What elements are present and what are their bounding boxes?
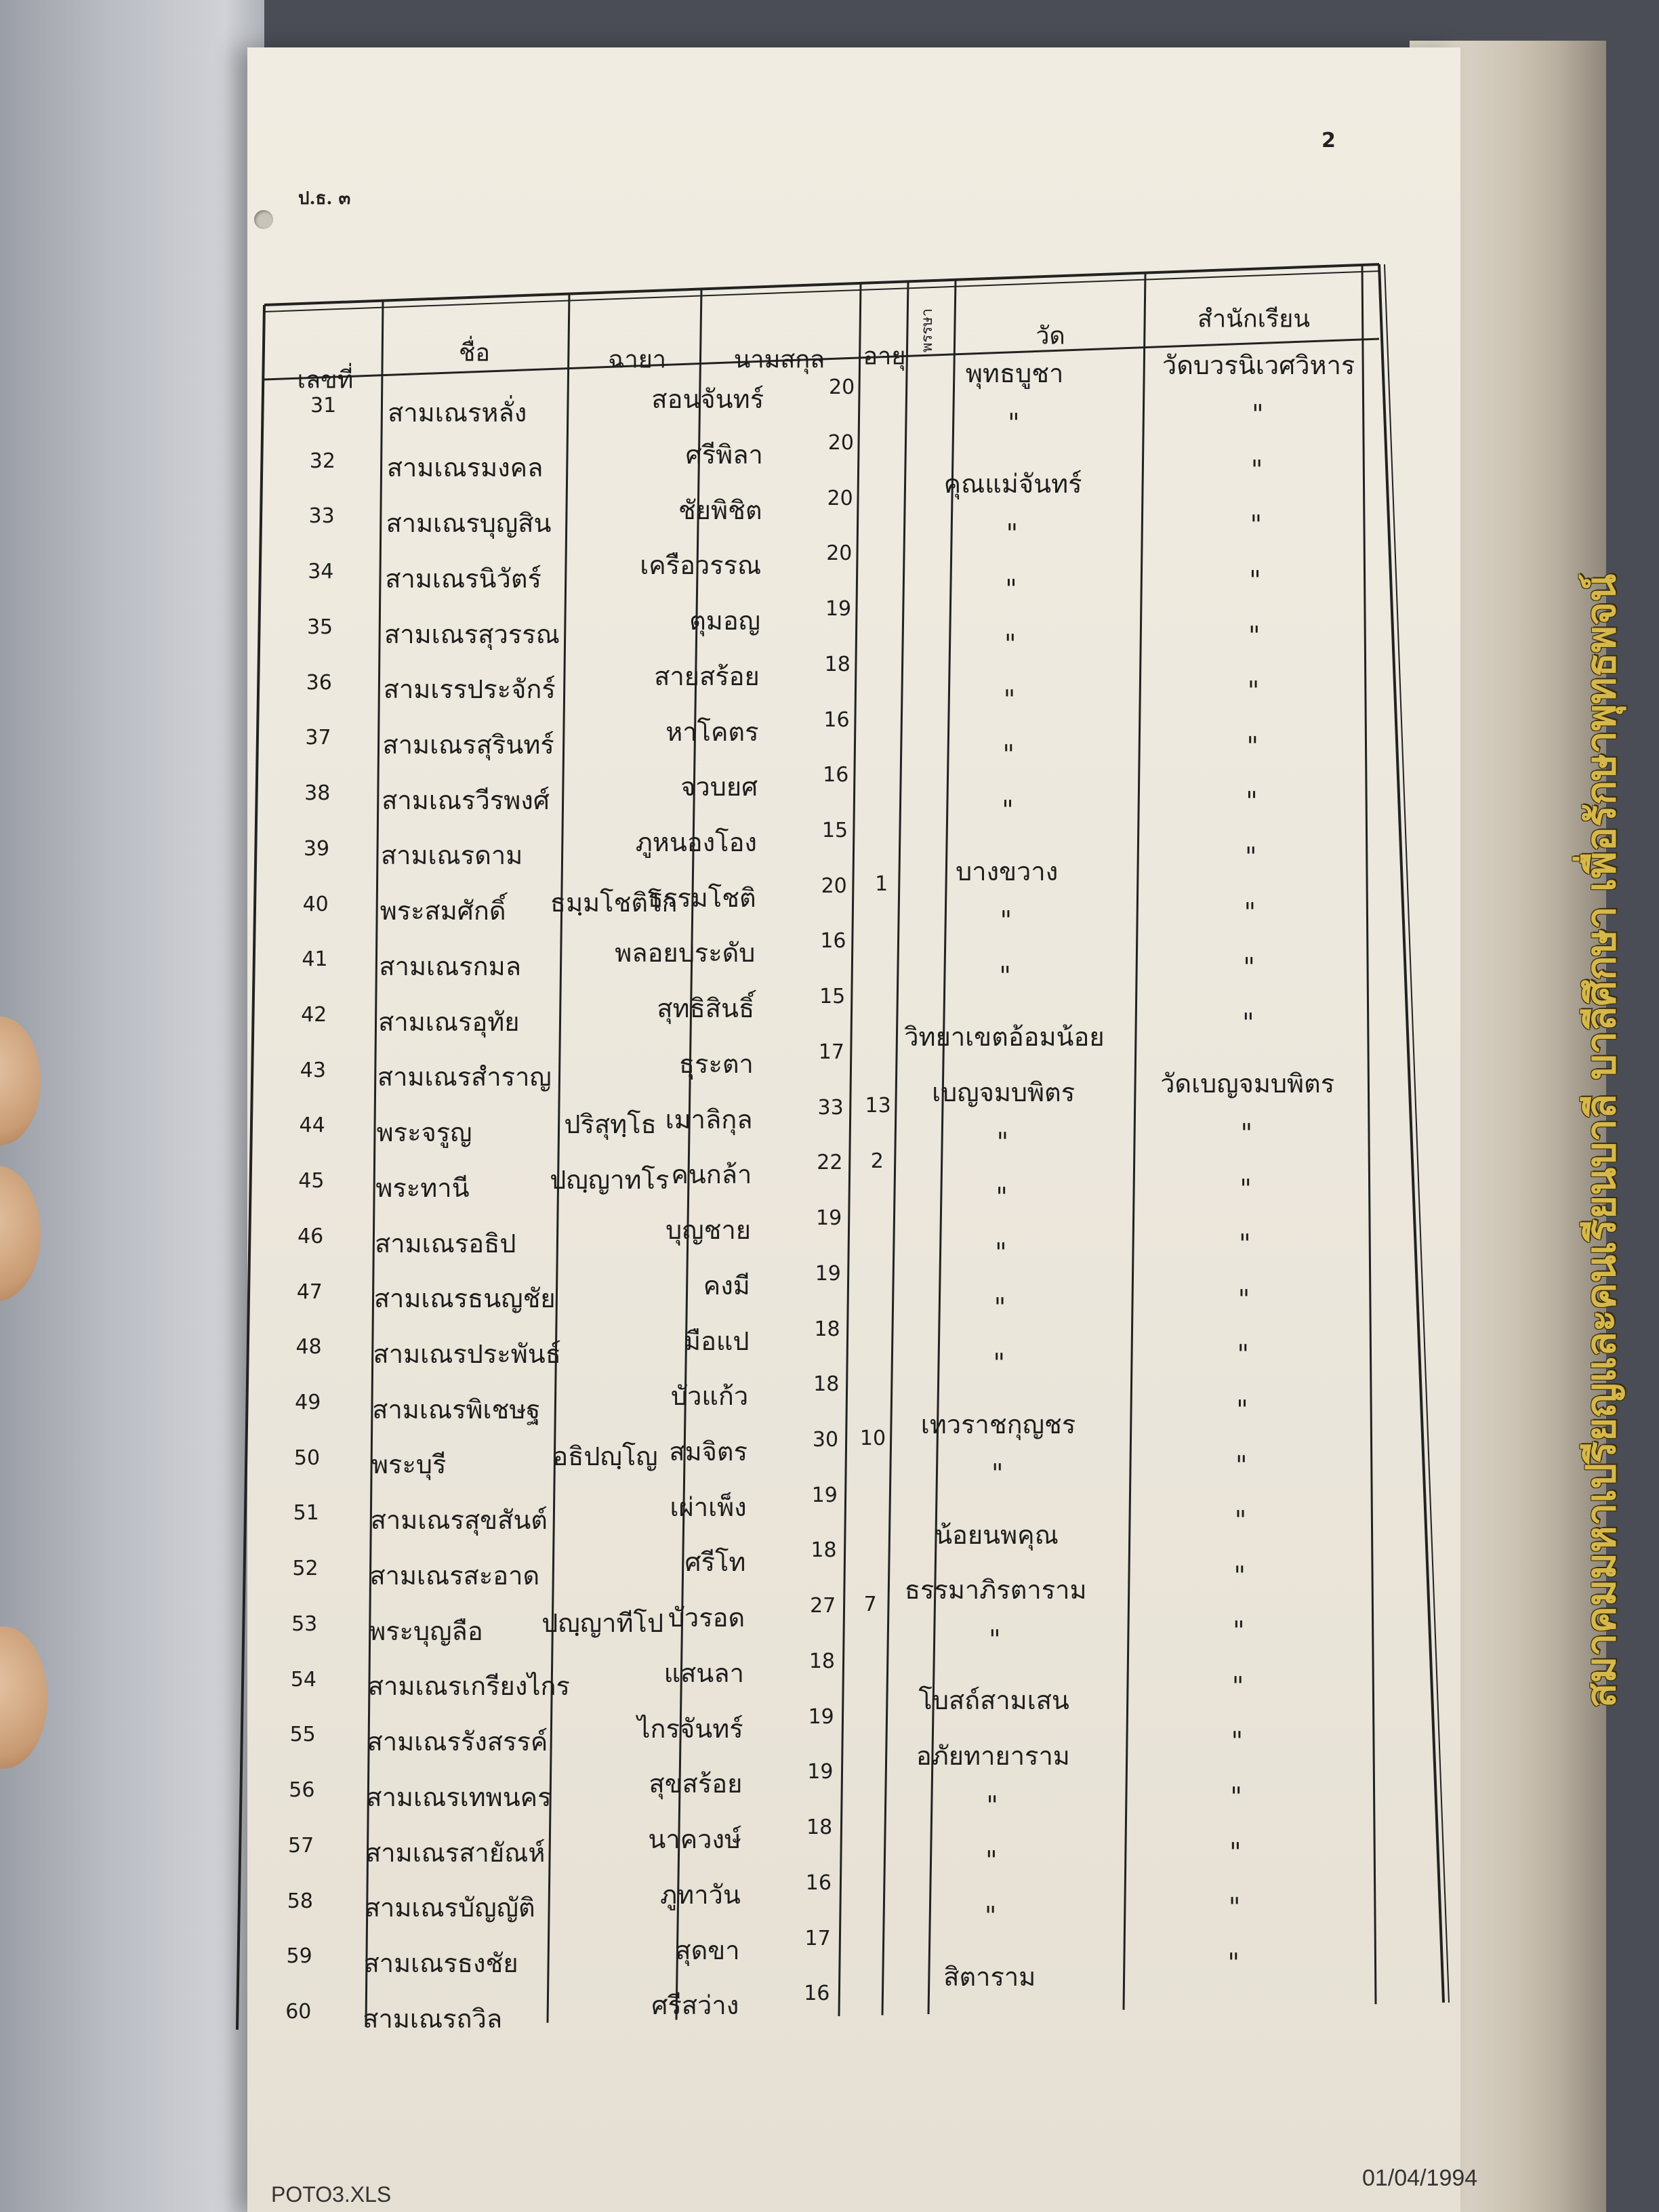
cell-wat: " xyxy=(994,1292,1006,1323)
cell-surname: ศรีโท xyxy=(684,1547,746,1578)
cell-surname: ศรีสว่าง xyxy=(651,1990,739,2021)
cell-surname: ไกรจันทร์ xyxy=(637,1713,743,1744)
cell-no: 47 xyxy=(296,1279,323,1304)
cell-age: 17 xyxy=(804,1926,831,1950)
cell-no: 35 xyxy=(306,615,333,639)
header-cell: อายุ xyxy=(863,342,906,371)
cell-age: 22 xyxy=(817,1151,843,1175)
cell-wat: " xyxy=(993,1347,1006,1378)
cell-school: " xyxy=(1237,1284,1250,1314)
cell-school: " xyxy=(1231,1671,1244,1701)
cell-age: 16 xyxy=(805,1870,832,1895)
cell-wat: " xyxy=(999,960,1011,991)
cell-age: 18 xyxy=(806,1816,833,1840)
cell-chaya: ปญฺญาทีโป xyxy=(541,1607,664,1638)
cell-wat: " xyxy=(1005,573,1017,604)
cell-age: 20 xyxy=(827,430,854,455)
cell-name: สามเณรสุวรรณ xyxy=(384,619,560,649)
cell-surname: เครือวรรณ xyxy=(640,550,762,581)
cell-wat: " xyxy=(989,1624,1001,1654)
cell-school: " xyxy=(1249,565,1261,596)
cell-wat: " xyxy=(995,1237,1007,1267)
cell-surname: สุทธิสินธิ์ xyxy=(657,994,755,1024)
cell-wat: โบสถ์สามเสน xyxy=(918,1685,1069,1716)
cell-age: 20 xyxy=(829,375,855,400)
cell-age: 16 xyxy=(804,1982,830,2006)
column-rule xyxy=(1385,264,1449,2003)
column-rule xyxy=(237,305,264,2030)
cell-no: 56 xyxy=(289,1778,315,1803)
cell-surname: บัวรอด xyxy=(668,1603,745,1633)
cell-wat: คุณแม่จันทร์ xyxy=(943,469,1082,499)
cell-age: 15 xyxy=(819,985,846,1009)
cell-age: 19 xyxy=(811,1483,838,1507)
header-cell: นามสกุล xyxy=(733,346,825,374)
cell-school: " xyxy=(1233,1616,1245,1646)
cell-chaya: ปริสุทฺโธ xyxy=(564,1109,657,1139)
cell-school: " xyxy=(1235,1450,1248,1480)
cell-wat: อภัยทายาราม xyxy=(916,1741,1070,1771)
cell-name: สามเณรสำราญ xyxy=(377,1062,552,1092)
cell-no: 36 xyxy=(306,670,332,695)
column-rule xyxy=(882,281,908,2015)
cell-surname: คงมี xyxy=(703,1270,750,1300)
cell-no: 43 xyxy=(300,1058,326,1082)
cell-no: 37 xyxy=(305,726,331,750)
cell-pansa: 7 xyxy=(863,1592,877,1616)
column-rule xyxy=(366,301,383,2027)
cell-no: 48 xyxy=(295,1335,322,1359)
cell-surname: คนกล้า xyxy=(671,1160,752,1190)
cell-no: 49 xyxy=(295,1391,321,1415)
header-cell: สำนักเรียน xyxy=(1197,305,1310,333)
cell-no: 59 xyxy=(286,1944,312,1969)
column-rule xyxy=(1362,265,1376,2004)
header-cell: ฉายา xyxy=(607,346,667,374)
cell-surname: ชัยพิชิต xyxy=(678,495,762,525)
cell-no: 39 xyxy=(303,836,330,861)
cell-wat: " xyxy=(985,1845,998,1876)
cell-school: " xyxy=(1243,952,1255,983)
cell-school: " xyxy=(1246,786,1258,817)
cell-surname: พลอยประดับ xyxy=(615,938,756,968)
page-number: 2 xyxy=(1322,129,1336,152)
cell-name: สามเณรบุญสิน xyxy=(386,508,552,539)
cell-wat: เทวราชกุญชร xyxy=(920,1409,1076,1439)
cell-name: สามเรรประจักร์ xyxy=(383,674,556,705)
cell-age: 18 xyxy=(824,652,851,676)
column-rule xyxy=(1379,264,1443,2003)
cell-no: 33 xyxy=(308,504,335,529)
cell-wat: เบญจมบพิตร xyxy=(932,1077,1076,1107)
header-cell: วัด xyxy=(1036,322,1065,350)
cell-school: " xyxy=(1236,1394,1248,1425)
cell-wat: วิทยาเขตอ้อมน้อย xyxy=(904,1022,1105,1052)
cell-no: 34 xyxy=(308,560,334,584)
cell-school: " xyxy=(1239,1229,1251,1259)
cell-surname: มือแป xyxy=(684,1326,750,1356)
cell-no: 57 xyxy=(288,1833,314,1858)
cell-name: สามเณรสุขสันต์ xyxy=(370,1505,548,1536)
cell-school: " xyxy=(1246,731,1258,761)
cell-surname: สุขสร้อย xyxy=(649,1769,743,1799)
form-code: ป.ธ. ๓ xyxy=(298,188,351,209)
cell-name: พระบุรี xyxy=(371,1450,447,1480)
cell-name: สามเณรเทพนคร xyxy=(366,1782,552,1812)
cell-school: วัดบวรนิเวศวิหาร xyxy=(1162,350,1355,380)
cell-surname: ศรีพิลา xyxy=(685,439,763,470)
cell-age: 19 xyxy=(807,1760,834,1784)
cell-no: 41 xyxy=(302,947,328,972)
cell-no: 50 xyxy=(293,1446,321,1470)
cell-surname: จวบยศ xyxy=(680,772,758,802)
cell-surname: หาโคตร xyxy=(665,716,759,747)
cell-wat: " xyxy=(1004,629,1017,659)
cell-school: " xyxy=(1230,1782,1242,1812)
cell-no: 51 xyxy=(293,1501,319,1525)
column-rule xyxy=(1124,273,1145,2010)
cell-school: " xyxy=(1244,842,1257,872)
cell-no: 31 xyxy=(310,394,337,417)
cell-age: 33 xyxy=(817,1095,844,1120)
header-cell: พรรษา xyxy=(919,308,936,352)
cell-age: 18 xyxy=(808,1649,836,1673)
cell-name: สามเณรประพันธ์ xyxy=(373,1338,561,1369)
cell-surname: เผ่าเพ็ง xyxy=(670,1492,747,1522)
cell-surname: ภูทาวัน xyxy=(660,1879,741,1910)
cell-surname: สุดขา xyxy=(675,1935,740,1965)
cell-name: สามเณรพิเชษฐ xyxy=(372,1394,541,1425)
watermark: สมาคมมหาเปรียญและคนเรียนบาลี บาลีศึกษา เพื่อรักษาพุทธพจน์ xyxy=(1578,573,1625,1708)
cell-age: 19 xyxy=(815,1261,841,1286)
cell-age: 16 xyxy=(823,708,850,732)
cell-name: พระจรูญ xyxy=(376,1118,472,1148)
cell-no: 42 xyxy=(301,1002,327,1027)
cell-school: " xyxy=(1234,1505,1247,1536)
cell-pansa: 10 xyxy=(859,1426,886,1450)
cell-pansa: 1 xyxy=(875,872,888,897)
file-name: POTO3.XLS xyxy=(271,2182,392,2207)
cell-wat: " xyxy=(986,1790,998,1820)
cell-wat: " xyxy=(996,1126,1009,1157)
cell-age: 15 xyxy=(821,819,848,843)
cell-wat: บางขวาง xyxy=(956,856,1059,886)
cell-school: " xyxy=(1242,1007,1254,1038)
cell-wat: น้อยนพคุณ xyxy=(935,1519,1059,1550)
cell-no: 40 xyxy=(302,892,329,916)
cell-school: " xyxy=(1248,620,1261,651)
cell-age: 19 xyxy=(815,1206,842,1231)
cell-name: สามเณรถวิล xyxy=(363,2003,503,2034)
cell-age: 18 xyxy=(813,1372,840,1397)
cell-wat: " xyxy=(984,1900,997,1931)
cell-surname: เมาลิกุล xyxy=(665,1104,753,1134)
cell-surname: บัวแก้ว xyxy=(670,1381,749,1412)
cell-school: " xyxy=(1233,1560,1246,1591)
cell-school: " xyxy=(1247,676,1260,706)
cell-name: สามเณรสายัณห์ xyxy=(365,1837,546,1868)
cell-surname: สอนจันทร์ xyxy=(651,384,764,415)
cell-no: 32 xyxy=(309,449,335,473)
cell-no: 46 xyxy=(297,1224,324,1248)
cell-chaya: ธมฺมโชติโก xyxy=(550,888,678,918)
cell-age: 20 xyxy=(821,874,847,898)
cell-school: " xyxy=(1250,454,1263,485)
cell-wat: " xyxy=(1000,905,1012,936)
cell-no: 58 xyxy=(287,1889,313,1913)
cell-name: สามเณรวีรพงศ์ xyxy=(382,785,550,815)
cell-age: 20 xyxy=(827,486,853,510)
cell-chaya: อธิปญฺโญ xyxy=(552,1441,658,1472)
cell-surname: ภูหนองโอง xyxy=(635,827,757,858)
cell-school: " xyxy=(1244,897,1256,927)
cell-name: สามเณรดาม xyxy=(380,840,523,871)
cell-school: " xyxy=(1228,1892,1241,1923)
cell-surname: ธรรมโชติ xyxy=(647,882,756,913)
cell-school: " xyxy=(1240,1173,1252,1204)
cell-no: 54 xyxy=(290,1667,317,1692)
cell-name: สามเณรหลั่ง xyxy=(388,397,527,428)
cell-name: สามเณรธนญชัย xyxy=(373,1284,556,1314)
cell-no: 52 xyxy=(292,1557,319,1581)
cell-name: สามเณรสะอาด xyxy=(369,1560,540,1591)
cell-wat: " xyxy=(1003,684,1016,714)
header-cell: เลขที่ xyxy=(297,366,354,394)
cell-surname: ธุระตา xyxy=(678,1048,754,1079)
cell-surname: สายสร้อย xyxy=(654,661,760,691)
cell-pansa: 13 xyxy=(865,1094,891,1118)
print-date: 01/04/1994 xyxy=(1362,2165,1478,2191)
cell-wat: " xyxy=(1002,739,1015,770)
cell-age: 16 xyxy=(823,763,849,787)
cell-name: สามเณรนิวัตร์ xyxy=(385,563,541,594)
cell-no: 55 xyxy=(289,1723,316,1747)
students-table xyxy=(224,285,1443,2114)
cell-school: " xyxy=(1229,1837,1242,1867)
cell-surname: สมจิตร xyxy=(669,1437,747,1467)
cell-age: 18 xyxy=(811,1538,837,1563)
cell-school: " xyxy=(1252,399,1264,430)
cell-surname: ตุมอญ xyxy=(689,606,761,636)
cell-name: พระบุญลือ xyxy=(369,1616,483,1646)
cell-surname: บุญชาย xyxy=(665,1215,752,1246)
cell-wat: " xyxy=(996,1182,1008,1212)
cell-no: 45 xyxy=(298,1169,325,1193)
cell-chaya: ปญฺญาทโร xyxy=(550,1164,670,1195)
cell-school: " xyxy=(1227,1947,1240,1978)
cell-wat: " xyxy=(1002,795,1014,825)
cell-pansa: 2 xyxy=(870,1149,884,1173)
cell-name: สามเณรสุรินทร์ xyxy=(382,730,554,760)
cell-name: สามเณรกมล xyxy=(379,951,521,981)
cell-name: สามเณรธงชัย xyxy=(363,1948,518,1978)
cell-school: วัดเบญจมบพิตร xyxy=(1160,1069,1335,1099)
cell-name: สามเณรอุทัย xyxy=(378,1006,520,1037)
cell-age: 30 xyxy=(812,1427,839,1452)
cell-name: พระสมศักดิ์ xyxy=(380,896,506,926)
cell-age: 27 xyxy=(810,1594,836,1618)
cell-wat: พุทธบูชา xyxy=(965,359,1064,389)
cell-wat: " xyxy=(1008,407,1020,438)
cell-no: 38 xyxy=(304,781,331,806)
cell-age: 20 xyxy=(826,541,853,566)
cell-name: สามเณรอธิป xyxy=(375,1228,516,1258)
cell-wat: " xyxy=(1006,518,1019,549)
cell-no: 60 xyxy=(285,2000,312,2024)
cell-age: 16 xyxy=(820,929,846,954)
cell-name: สามเณรเกรียงไกร xyxy=(367,1671,570,1702)
cell-surname: แสนลา xyxy=(663,1658,744,1688)
cell-age: 19 xyxy=(808,1704,834,1729)
cell-name: พระทานี xyxy=(375,1172,470,1203)
cell-school: " xyxy=(1240,1118,1253,1148)
cell-name: สามเณรรังสรรค์ xyxy=(367,1727,548,1757)
cell-wat: สิตาราม xyxy=(943,1962,1036,1992)
cell-age: 19 xyxy=(825,597,852,621)
cell-wat: ธรรมาภิรตาราม xyxy=(904,1575,1087,1605)
cell-surname: นาควงษ์ xyxy=(648,1824,742,1855)
cell-age: 17 xyxy=(818,1040,844,1064)
cell-no: 44 xyxy=(299,1113,325,1138)
cell-no: 53 xyxy=(291,1612,318,1636)
header-cell: ชื่อ xyxy=(458,339,491,367)
cell-school: " xyxy=(1237,1339,1250,1370)
cell-age: 18 xyxy=(814,1317,840,1341)
cell-school: " xyxy=(1231,1726,1244,1757)
binding-hole xyxy=(254,210,273,229)
cell-school: " xyxy=(1250,510,1263,540)
cell-name: สามเณรบัญญัติ xyxy=(364,1893,535,1923)
cell-name: สามเณรมงคล xyxy=(386,453,544,483)
cell-wat: " xyxy=(991,1458,1004,1489)
